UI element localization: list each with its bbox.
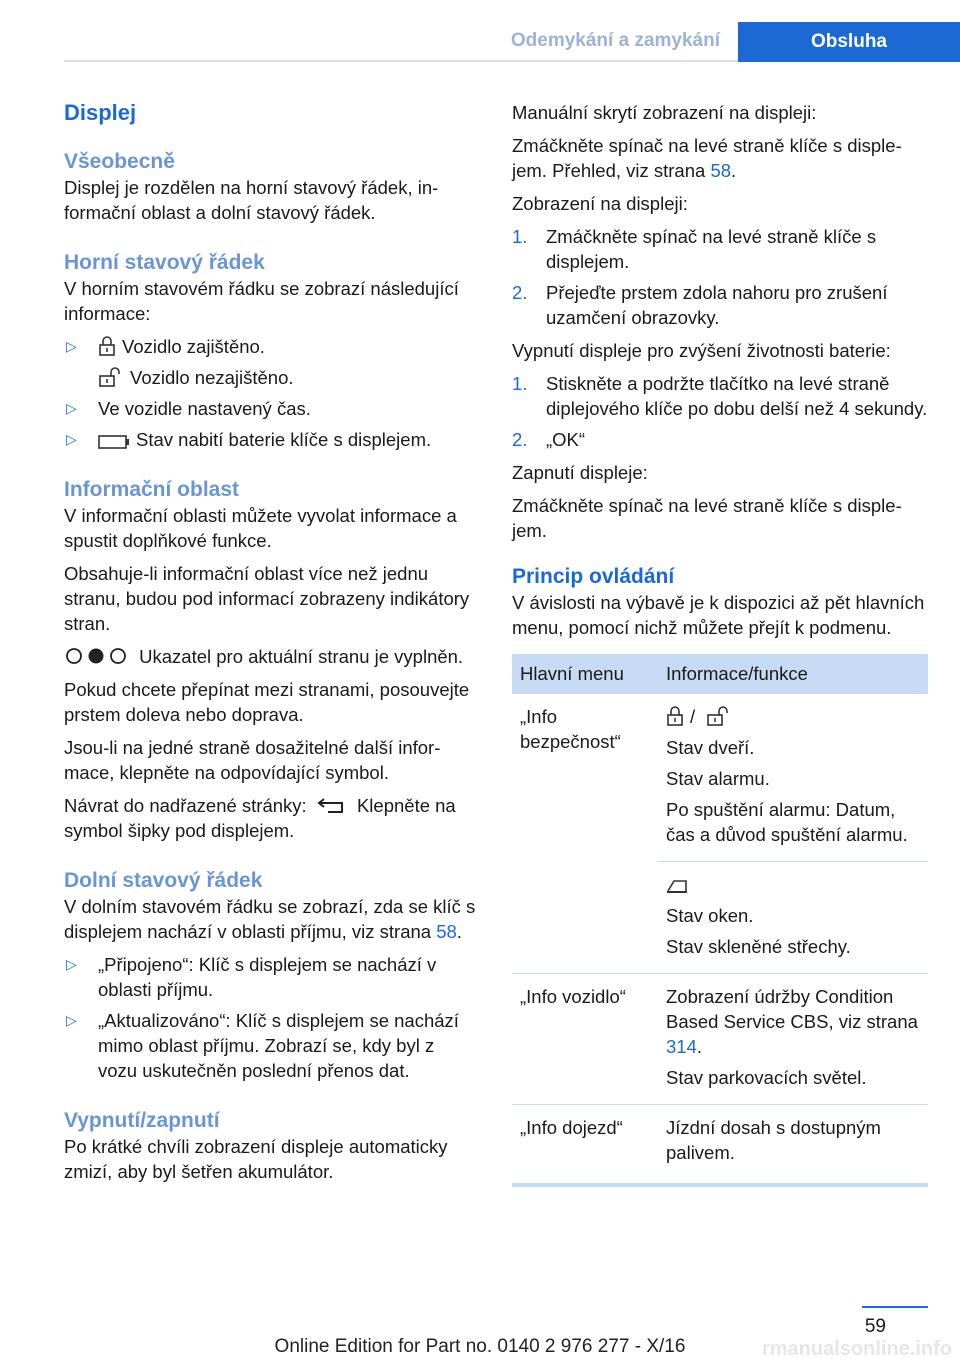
menu-table	[512, 654, 928, 1179]
page-number-rule	[862, 1306, 928, 1308]
table-row	[512, 694, 928, 862]
lock-closed-icon	[98, 336, 116, 356]
header-section: Odemykání a zamykání	[510, 30, 720, 51]
back-text: Klepněte na symbol šipky pod displejem.	[64, 795, 456, 841]
icon-separator: /	[690, 706, 696, 727]
section-title: Displej	[64, 100, 137, 125]
cell-text: Stav parkovacích světel.	[666, 1067, 867, 1088]
para-dolni: V dolním stavovém řádku se zobrazí, zda se klíč s displejem nachází v oblasti příjmu, viz strana 58.	[64, 896, 476, 942]
list-horni	[64, 334, 478, 452]
para-obecne: Displej je rozdělen na horní stavový řádek, informační oblast a dolní stavový řádek.	[64, 177, 439, 223]
item-number: 2.	[512, 429, 528, 450]
watermark: rmanualsonline.info	[761, 1338, 952, 1360]
list-vypnuti	[512, 371, 928, 452]
cell-text: Stav oken.	[666, 905, 754, 926]
para-r6: Zmáčkněte spínač na levé straně klíče s displejem.	[512, 495, 902, 541]
para-r2-text: Zmáčkněte spínač na levé straně klíče s displejem. Přehled, viz strana	[512, 135, 902, 181]
heading-dolni: Dolní stavový řádek	[64, 869, 263, 892]
table-cell	[658, 862, 928, 974]
lock-open-text: Vozidlo nezajištěno.	[130, 367, 294, 388]
page-link[interactable]: 314	[666, 1036, 697, 1057]
para-r5: Zapnutí displeje:	[512, 462, 648, 483]
heading-vyp: Vypnutí/zapnutí	[64, 1109, 220, 1132]
table-cell	[658, 1105, 928, 1180]
item-number: 1.	[512, 373, 528, 394]
back-label: Návrat do nadřazené stránky:	[64, 795, 307, 816]
para-info-5: Jsou-li na jedné straně dosažitelné další informace, klepněte na odpovídající symbol.	[64, 737, 441, 783]
table-cell	[658, 974, 928, 1105]
table-row	[512, 1105, 928, 1180]
cell-text: Jízdní dosah s dostupným palivem.	[666, 1117, 881, 1163]
heading-horni: Horní stavový řádek	[64, 251, 265, 274]
battery-icon	[98, 435, 130, 449]
para-dolni-text: V dolním stavovém řádku se zobrazí, zda se klíč s displejem nachází v oblasti příjmu, viz strana	[64, 896, 476, 942]
item-text: Zmáčkněte spínač na levé straně klíče s displejem.	[546, 226, 877, 272]
cell-text: Stav dveří.	[666, 737, 755, 758]
table-header-row	[512, 654, 928, 694]
para-info-2: Obsahuje-li informační oblast více než jednu stranu, budou pod informací zobrazeny indikátory stran.	[64, 563, 470, 634]
footer-text: Online Edition for Part no. 0140 2 976 277 - X/16	[274, 1336, 686, 1357]
table-cell: „Info dojezd“	[520, 1117, 623, 1138]
cell-text: Stav alarmu.	[666, 768, 770, 789]
item-text: Stiskněte a podržte tlačítko na levé straně diplejového klíče po dobu delší než 4 sekundy.	[546, 373, 928, 419]
table-bottom-rule	[512, 1183, 928, 1187]
list-item	[512, 280, 928, 330]
page-indicator-dots-icon	[64, 646, 128, 666]
table-cell	[658, 694, 928, 862]
bullet-triangle-icon: ▷	[66, 1012, 77, 1028]
heading-obecne: Všeobecně	[64, 150, 175, 173]
table-row	[512, 974, 928, 1105]
list-item-text: „Aktualizováno“: Klíč s displejem se nachází mimo oblast příjmu. Zobrazí se, kdy byl z vozu uskutečněn poslední přenos dat.	[98, 1010, 459, 1081]
list-dolni	[64, 952, 478, 1083]
list-item	[512, 427, 928, 452]
para-r1: Manuální skrytí zobrazení na displeji:	[512, 102, 817, 123]
para-princip: V ávislosti na výbavě je k dispozici až pět hlavních menu, pomocí nichž můžete přejít k podmenu.	[512, 592, 925, 638]
cell-text: Zobrazení údržby Condition Based Service CBS, viz strana 314.	[666, 986, 918, 1057]
table-cell: „Info bezpečnost“	[512, 694, 658, 974]
list-item	[512, 371, 928, 421]
lock-closed-text: Vozidlo zajištěno.	[122, 336, 265, 357]
bullet-triangle-icon: ▷	[66, 400, 77, 416]
right-column	[512, 100, 928, 1187]
list-item	[64, 396, 478, 421]
window-icon-line	[666, 872, 920, 897]
table-cell: „Info vozidlo“	[512, 974, 658, 1105]
bullet-triangle-icon: ▷	[66, 338, 77, 354]
list-zobrazeni	[512, 224, 928, 330]
page-number: 59	[864, 1316, 886, 1337]
list-item	[64, 334, 478, 390]
page-link[interactable]: 58	[436, 921, 457, 942]
list-item	[64, 1008, 478, 1083]
list-item	[64, 427, 478, 452]
page-indicator-text: Ukazatel pro aktuální stranu je vyplněn.	[139, 646, 464, 667]
list-item-text: Ve vozidle nastavený čas.	[98, 398, 311, 419]
lock-closed-icon	[666, 706, 684, 726]
car-window-icon	[666, 878, 688, 894]
lock-icons-line	[666, 704, 920, 729]
para-info-1: V informační oblasti můžete vyvolat informace a spustit doplňkové funkce.	[64, 505, 457, 551]
item-number: 1.	[512, 226, 528, 247]
para-vyp: Po krátké chvíli zobrazení displeje automaticky zmizí, aby byl šetřen akumulátor.	[64, 1136, 448, 1182]
table-header: Informace/funkce	[658, 654, 928, 694]
bullet-triangle-icon: ▷	[66, 431, 77, 447]
item-text: „OK“	[546, 429, 586, 450]
bullet-triangle-icon: ▷	[66, 956, 77, 972]
item-number: 2.	[512, 282, 528, 303]
para-r4: Vypnutí displeje pro zvýšení životnosti baterie:	[512, 340, 891, 361]
header-chapter-tab: Obsluha	[738, 22, 960, 62]
para-info-4: Pokud chcete přepínat mezi stranami, posouvejte prstem doleva nebo doprava.	[64, 679, 470, 725]
para-r3: Zobrazení na displeji:	[512, 193, 688, 214]
back-arrow-icon	[316, 797, 346, 815]
list-item	[64, 952, 478, 1002]
para-info-6	[64, 793, 478, 843]
item-text: Přejeďte prstem zdola nahoru pro zrušení uzamčení obrazovky.	[546, 282, 888, 328]
heading-princip: Princip ovládání	[512, 565, 675, 588]
page-link[interactable]: 58	[710, 160, 732, 181]
para-info-3	[64, 644, 478, 669]
cell-text: Po spuštění alarmu: Datum, čas a důvod spuštění alarmu.	[666, 799, 908, 845]
battery-text: Stav nabití baterie klíče s displejem.	[136, 429, 432, 450]
left-column	[64, 100, 478, 1192]
para-horni: V horním stavovém řádku se zobrazí následující informace:	[64, 278, 459, 324]
list-item	[512, 224, 928, 274]
para-r2: Zmáčkněte spínač na levé straně klíče s displejem. Přehled, viz strana 58.	[512, 135, 902, 181]
list-item-text: „Připojeno“: Klíč s displejem se nachází v oblasti příjmu.	[98, 954, 437, 1000]
cbs-text: Zobrazení údržby Condition Based Service CBS, viz strana	[666, 986, 918, 1032]
heading-info: Informační oblast	[64, 478, 240, 501]
lock-open-icon	[706, 706, 732, 726]
lock-open-icon	[98, 367, 124, 387]
list-subitem	[98, 365, 478, 390]
cell-text: Stav skleněné střechy.	[666, 936, 851, 957]
table-header: Hlavní menu	[512, 654, 658, 694]
